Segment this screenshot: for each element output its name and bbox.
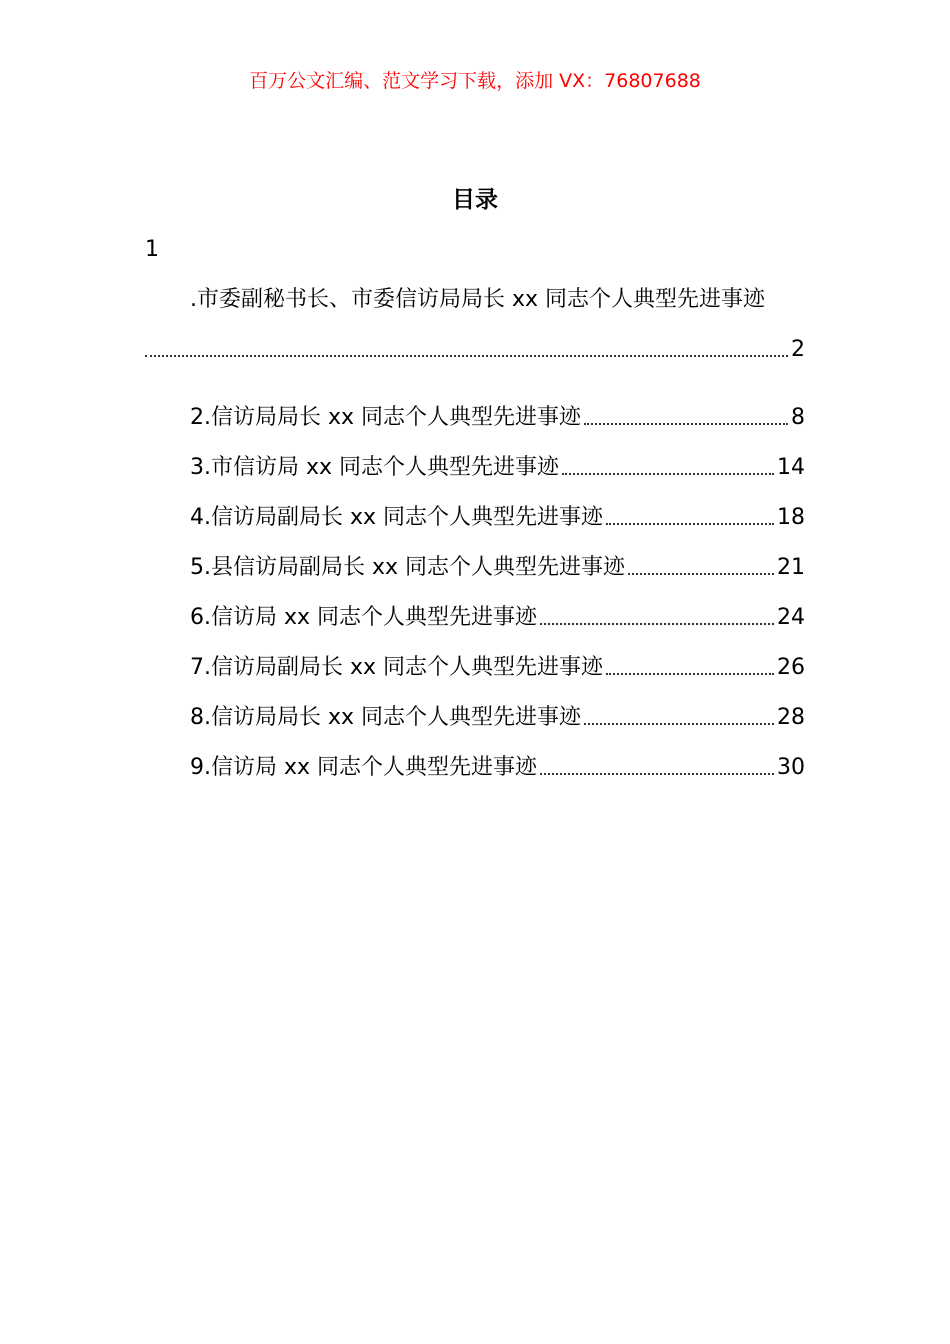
toc-entry-title: 6.信访局 xx 同志个人典型先进事迹 (190, 605, 538, 630)
toc-entry-title: 4.信访局副局长 xx 同志个人典型先进事迹 (190, 505, 604, 530)
toc-entry[interactable] (190, 384, 805, 434)
toc-entry-page: 26 (777, 655, 805, 680)
toc-entry-page: 14 (777, 455, 805, 480)
dot-leader (562, 473, 774, 475)
toc-entry-1-leader (145, 334, 805, 366)
toc-entry-title: 9.信访局 xx 同志个人典型先进事迹 (190, 755, 538, 780)
toc-entry-page: 28 (777, 705, 805, 730)
dot-leader (628, 573, 774, 575)
toc-entry-title: 7.信访局副局长 xx 同志个人典型先进事迹 (190, 655, 604, 680)
toc-entry-title: 8.信访局局长 xx 同志个人典型先进事迹 (190, 705, 582, 730)
toc-entry-title: 3.市信访局 xx 同志个人典型先进事迹 (190, 455, 560, 480)
toc-entry-page: 8 (791, 405, 805, 430)
toc-entry-page: 24 (777, 605, 805, 630)
toc-entry-title: 2.信访局局长 xx 同志个人典型先进事迹 (190, 405, 582, 430)
toc-entry[interactable] (190, 484, 805, 534)
toc-entry-1-number: 1 (145, 237, 159, 262)
toc-entry[interactable] (190, 684, 805, 734)
dot-leader (540, 623, 774, 625)
toc-entry-1-page: 2 (791, 337, 805, 362)
toc-title: 目录 (452, 187, 498, 213)
toc-entry-page: 21 (777, 555, 805, 580)
toc-entry-1-title[interactable]: .市委副秘书长、市委信访局局长 xx 同志个人典型先进事迹 (190, 287, 766, 312)
header-note: 百万公文汇编、范文学习下载，添加 VX：76807688 (249, 70, 701, 92)
dot-leader (606, 523, 774, 525)
toc-entry[interactable] (190, 434, 805, 484)
toc-entry[interactable] (190, 534, 805, 584)
toc-entry[interactable] (190, 734, 805, 784)
toc-entry[interactable] (190, 584, 805, 634)
dot-leader (145, 355, 788, 357)
toc-entry[interactable] (190, 634, 805, 684)
dot-leader (606, 673, 774, 675)
toc-list (190, 384, 805, 784)
toc-entry-page: 30 (777, 755, 805, 780)
dot-leader (584, 423, 788, 425)
toc-entry-page: 18 (777, 505, 805, 530)
toc-entry-title: 5.县信访局副局长 xx 同志个人典型先进事迹 (190, 555, 626, 580)
dot-leader (584, 723, 774, 725)
dot-leader (540, 773, 774, 775)
